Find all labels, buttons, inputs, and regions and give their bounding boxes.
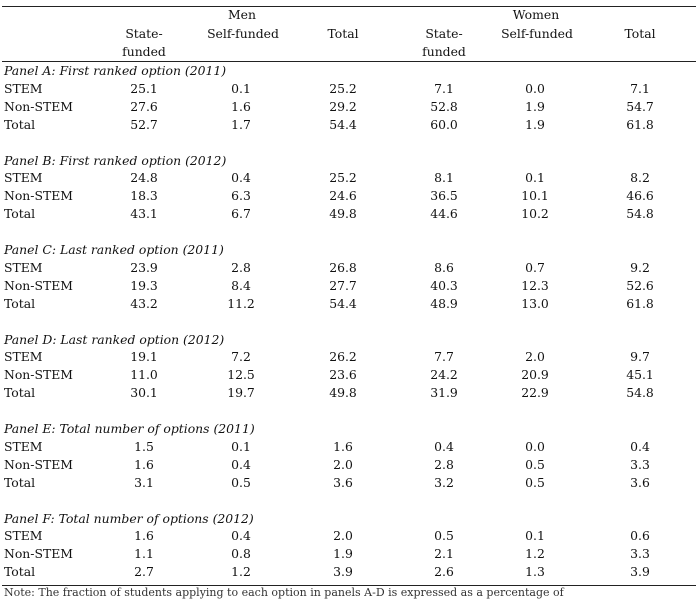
table-cell: 0.4 <box>231 456 251 472</box>
table-cell: 44.6 <box>430 206 458 221</box>
table-cell: 30.1 <box>130 385 158 400</box>
table-cell: 24.8 <box>130 170 158 185</box>
table-cell: 12.5 <box>227 367 255 382</box>
table-cell: 11.0 <box>130 367 158 382</box>
table-cell: 43.1 <box>130 206 158 221</box>
table-row <box>0 348 698 366</box>
table-cell: 43.2 <box>130 295 158 311</box>
table-cell: 19.7 <box>227 385 255 400</box>
row-label: STEM <box>4 80 43 96</box>
table-cell: 3.3 <box>630 546 650 561</box>
table-cell: 20.9 <box>521 367 549 382</box>
table-row <box>0 384 698 402</box>
table-cell: 52.6 <box>626 277 654 293</box>
table-cell: 45.1 <box>626 367 654 382</box>
table-cell: 8.1 <box>434 170 454 185</box>
table-panel <box>0 420 698 510</box>
table-cell: 1.7 <box>231 116 251 132</box>
row-label: Total <box>4 474 36 490</box>
table-cell: 2.8 <box>231 259 251 275</box>
table-cell: 1.9 <box>525 98 545 114</box>
table-cell: 0.0 <box>525 80 545 96</box>
table-cell: 1.9 <box>525 116 545 132</box>
table-cell: 8.4 <box>231 277 251 293</box>
table-panel <box>0 62 698 152</box>
table-row <box>0 277 698 295</box>
table-cell: 0.4 <box>231 170 251 185</box>
panel-spacer <box>0 492 698 510</box>
table-row <box>0 187 698 205</box>
table-cell: 54.4 <box>329 116 357 132</box>
table-cell: 0.1 <box>231 438 251 454</box>
panel-spacer <box>0 223 698 241</box>
table-cell: 0.4 <box>630 438 650 454</box>
table-cell: 40.3 <box>430 277 458 293</box>
table-cell: 1.2 <box>525 546 545 561</box>
table-cell: 24.2 <box>430 367 458 382</box>
table-cell: 0.8 <box>231 546 251 561</box>
table-cell: 54.4 <box>329 295 357 311</box>
table-cell: 7.1 <box>630 80 650 96</box>
table-cell: 1.6 <box>134 528 154 543</box>
col-header-women-self-funded: Self-funded <box>501 26 573 41</box>
table-cell: 2.1 <box>434 546 454 561</box>
table-row <box>0 527 698 545</box>
col-header-women-state-funded <box>404 25 484 61</box>
col-header-women-total: Total <box>624 26 656 41</box>
row-label: Total <box>4 385 36 400</box>
table-cell: 8.6 <box>434 259 454 275</box>
table-cell: 52.7 <box>130 116 158 132</box>
table-row <box>0 366 698 384</box>
table-cell: 13.0 <box>521 295 549 311</box>
table-cell: 0.4 <box>231 528 251 543</box>
table-cell: 49.8 <box>329 385 357 400</box>
table-panel <box>0 241 698 331</box>
table-cell: 24.6 <box>329 188 357 203</box>
row-label: Total <box>4 295 36 311</box>
table-cell: 2.8 <box>434 456 454 472</box>
row-label: Total <box>4 116 36 132</box>
table-cell: 22.9 <box>521 385 549 400</box>
table-cell: 7.7 <box>434 349 454 364</box>
table-cell: 29.2 <box>329 98 357 114</box>
table-cell: 19.1 <box>130 349 158 364</box>
table-cell: 9.2 <box>630 259 650 275</box>
table-cell: 12.3 <box>521 277 549 293</box>
table-cell: 54.7 <box>626 98 654 114</box>
row-label: Total <box>4 564 36 579</box>
row-label: Total <box>4 206 36 221</box>
panel-title: Panel F: Total number of options (2012) <box>4 510 254 526</box>
col-header-line: State- <box>425 26 463 41</box>
men-group-header: Men <box>228 7 256 22</box>
table-cell: 9.7 <box>630 349 650 364</box>
table-panel <box>0 152 698 242</box>
panel-title: Panel D: Last ranked option (2012) <box>4 331 225 347</box>
table-cell: 18.3 <box>130 188 158 203</box>
table-cell: 10.1 <box>521 188 549 203</box>
table-cell: 49.8 <box>329 206 357 221</box>
table-cell: 0.5 <box>525 474 545 490</box>
table-cell: 1.6 <box>134 456 154 472</box>
table-cell: 6.7 <box>231 206 251 221</box>
table-cell: 61.8 <box>626 295 654 311</box>
table-cell: 0.5 <box>231 474 251 490</box>
table-cell: 1.5 <box>134 438 154 454</box>
col-header-line: funded <box>122 44 166 59</box>
panel-title: Panel E: Total number of options (2011) <box>4 421 255 436</box>
table-cell: 11.2 <box>227 295 255 311</box>
table-cell: 61.8 <box>626 116 654 132</box>
table-cell: 23.9 <box>130 259 158 275</box>
row-label: STEM <box>4 259 43 275</box>
panel-spacer <box>0 313 698 331</box>
col-header-men-state-funded <box>104 25 184 61</box>
table-cell: 7.2 <box>231 349 251 364</box>
table-cell: 36.5 <box>430 188 458 203</box>
panel-title: Panel B: First ranked option (2012) <box>4 152 227 168</box>
table-cell: 6.3 <box>231 188 251 203</box>
col-header-men-self-funded: Self-funded <box>207 26 279 41</box>
row-label: STEM <box>4 528 43 543</box>
table-cell: 23.6 <box>329 367 357 382</box>
table-row <box>0 98 698 116</box>
table-cell: 2.0 <box>333 528 353 543</box>
col-header-line: State- <box>125 26 163 41</box>
table-cell: 1.6 <box>231 98 251 114</box>
table-row <box>0 169 698 187</box>
table-cell: 27.7 <box>329 277 357 293</box>
table-panel <box>0 331 698 421</box>
table-cell: 31.9 <box>430 385 458 400</box>
table-cell: 48.9 <box>430 295 458 311</box>
table-cell: 54.8 <box>626 206 654 221</box>
table-cell: 1.2 <box>231 564 251 579</box>
table-cell: 1.6 <box>333 438 353 454</box>
table-cell: 26.8 <box>329 259 357 275</box>
table-cell: 0.6 <box>630 528 650 543</box>
table-cell: 2.6 <box>434 564 454 579</box>
table-cell: 10.2 <box>521 206 549 221</box>
table-cell: 19.3 <box>130 277 158 293</box>
table-cell: 8.2 <box>630 170 650 185</box>
table-cell: 3.6 <box>333 474 353 490</box>
table-cell: 26.2 <box>329 349 357 364</box>
row-label: STEM <box>4 349 43 364</box>
col-header-line: funded <box>422 44 466 59</box>
table-cell: 1.9 <box>333 546 353 561</box>
table-row <box>0 456 698 474</box>
panel-spacer <box>0 134 698 152</box>
table-row <box>0 80 698 98</box>
table-cell: 0.1 <box>525 528 545 543</box>
row-label: Non-STEM <box>4 188 73 203</box>
table-cell: 0.1 <box>525 170 545 185</box>
row-label: Non-STEM <box>4 456 73 472</box>
table-cell: 2.7 <box>134 564 154 579</box>
table-cell: 3.1 <box>134 474 154 490</box>
table-panel <box>0 510 698 582</box>
table-row <box>0 438 698 456</box>
table-footnote: Note: The fraction of students applying to each option in panels A-D is expressed as a percentage of <box>4 586 564 599</box>
table-cell: 0.7 <box>525 259 545 275</box>
table-body <box>0 62 698 581</box>
table-cell: 25.2 <box>329 170 357 185</box>
table-cell: 2.0 <box>525 349 545 364</box>
col-header-men-total: Total <box>327 26 359 41</box>
women-group-header: Women <box>512 7 560 22</box>
panel-title: Panel C: Last ranked option (2011) <box>4 242 224 257</box>
table-row <box>0 259 698 277</box>
table-cell: 3.2 <box>434 474 454 490</box>
table-cell: 54.8 <box>626 385 654 400</box>
table-cell: 7.1 <box>434 80 454 96</box>
row-label: Non-STEM <box>4 98 73 114</box>
table-cell: 3.9 <box>630 564 650 579</box>
table-cell: 3.6 <box>630 474 650 490</box>
row-label: STEM <box>4 438 43 454</box>
table-cell: 46.6 <box>626 188 654 203</box>
table-cell: 0.4 <box>434 438 454 454</box>
table-row <box>0 563 698 581</box>
table-cell: 2.0 <box>333 456 353 472</box>
table-row <box>0 205 698 223</box>
table-cell: 52.8 <box>430 98 458 114</box>
table-cell: 27.6 <box>130 98 158 114</box>
row-label: Non-STEM <box>4 546 73 561</box>
table-row <box>0 295 698 313</box>
panel-spacer <box>0 402 698 420</box>
table-cell: 60.0 <box>430 116 458 132</box>
table-row <box>0 474 698 492</box>
table-cell: 0.5 <box>434 528 454 543</box>
row-label: Non-STEM <box>4 277 73 293</box>
row-label: Non-STEM <box>4 367 73 382</box>
table-cell: 0.1 <box>231 80 251 96</box>
table-cell: 25.1 <box>130 80 158 96</box>
table-top-rule <box>2 6 696 7</box>
table-cell: 1.1 <box>134 546 154 561</box>
table-cell: 25.2 <box>329 80 357 96</box>
table-cell: 1.3 <box>525 564 545 579</box>
table-cell: 0.0 <box>525 438 545 454</box>
table-cell: 0.5 <box>525 456 545 472</box>
table-row <box>0 116 698 134</box>
panel-title: Panel A: First ranked option (2011) <box>4 63 227 78</box>
table-row <box>0 545 698 563</box>
row-label: STEM <box>4 170 43 185</box>
table-cell: 3.9 <box>333 564 353 579</box>
table-cell: 3.3 <box>630 456 650 472</box>
